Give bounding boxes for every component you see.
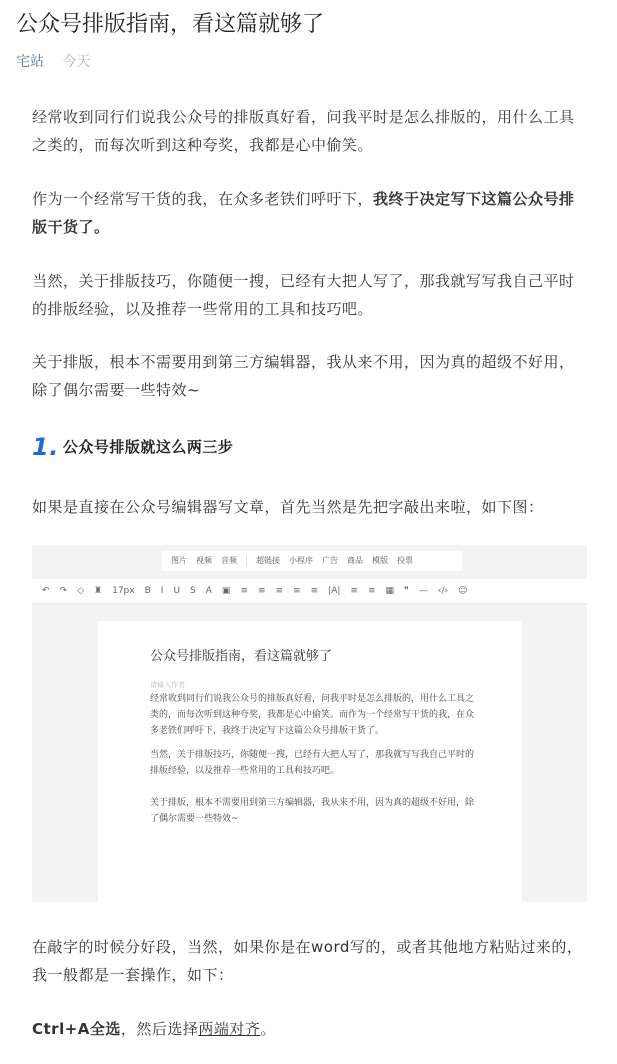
insert-ad-item: 广告: [322, 556, 338, 565]
table-icon: ▦: [385, 586, 395, 596]
insert-vote-item: 投票: [397, 556, 413, 565]
format-painter-icon: ♜: [94, 586, 103, 596]
paragraph-text: 作为一个经常写干货的我，在众多老铁们呼吁下，: [32, 190, 374, 208]
insert-image-item: 图片: [171, 556, 187, 565]
paragraph: [32, 1015, 276, 1043]
underline-icon: U: [173, 586, 181, 596]
undo-icon: ↶: [42, 586, 50, 596]
redo-icon: ↷: [59, 586, 68, 596]
paragraph: 如果是直接在公众号编辑器写文章，首先当然是先把字敲出来啦，如下图：: [32, 498, 544, 516]
insert-link-item: 超链接: [256, 556, 280, 565]
author-link[interactable]: 宅站: [16, 54, 44, 70]
insert-audio-item: 音频: [221, 556, 237, 565]
paragraph: 在敲字的时候分好段，当然，如果你是在word写的，或者其他地方粘贴过来的，我一般都是一套操作，如下：: [32, 938, 583, 984]
line-height-icon: ≡: [310, 586, 319, 596]
emoji-icon: ☺: [458, 586, 468, 596]
editor-page: [98, 621, 522, 902]
justify-icon: ≡: [293, 586, 301, 596]
insert-product-item: 商品: [347, 556, 363, 565]
editor-insert-bar: [162, 551, 462, 571]
editor-format-toolbar: [32, 579, 587, 604]
editor-screenshot-image: [32, 545, 587, 902]
quote-icon: ❞: [404, 586, 409, 596]
divider-line-icon: —: [418, 586, 428, 596]
bold-icon: B: [144, 586, 151, 596]
font-color-icon: A: [205, 586, 212, 596]
insert-template-item: 模版: [372, 556, 388, 565]
code-icon: ‹/›: [437, 586, 449, 596]
italic-icon: I: [160, 586, 164, 596]
paragraph: 关于排版，根本不需要用到第三方编辑器，我从来不用，因为真的超级不好用，除了偶尔需要一些特效~: [32, 353, 575, 399]
paragraph-text: 。: [260, 1020, 276, 1038]
article-meta: [16, 52, 90, 72]
editor-paragraph: 当然，关于排版技巧，你随便一搜，已经有大把人写了，那我就写写我自己平时的排版经验，以及推荐一些常用的工具和技巧吧。: [150, 750, 475, 776]
align-center-icon: ≡: [257, 586, 266, 596]
paragraph: 当然，关于排版技巧，你随便一搜，已经有大把人写了，那我就写写我自己平时的排版经验，以及推荐一些常用的工具和技巧吧。: [32, 272, 575, 318]
editor-paragraph: 经常收到同行们说我公众号的排版真好看，问我平时是怎么排版的，用什么工具之类的，而每次听到这种夸奖，我都是心中偷笑。而作为一个经常写干货的我，在众多老铁们呼吁下，我终于决定写下这篇公众号排版干货了。: [150, 694, 475, 736]
paragraph: 经常收到同行们说我公众号的排版真好看，问我平时是怎么排版的，用什么工具之类的，而每次听到这种夸奖，我都是心中偷笑。: [32, 108, 575, 154]
paragraph-text: ，然后选择: [120, 1020, 199, 1038]
indent-icon: ≡: [367, 586, 376, 596]
editor-title: 公众号排版指南，看这篇就够了: [150, 649, 333, 664]
section-number: 1.: [32, 433, 59, 461]
background-color-icon: ▣: [221, 586, 231, 596]
letter-spacing-icon: |A|: [328, 586, 341, 596]
insert-video-item: 视频: [196, 556, 212, 565]
font-size-select: 17px: [112, 586, 135, 596]
list-icon: ≡: [350, 586, 358, 596]
align-left-icon: ≡: [240, 586, 248, 596]
editor-author-placeholder: 请输入作者: [150, 681, 185, 689]
publish-date: 今天: [62, 54, 91, 70]
divider: [246, 556, 247, 566]
strikethrough-icon: S: [190, 586, 196, 596]
eraser-icon: ◇: [77, 586, 85, 596]
section-heading: [32, 429, 233, 465]
editor-paragraph: 关于排版，根本不需要用到第三方编辑器，我从来不用，因为真的超级不好用，除了偶尔需要一些特效~: [150, 798, 475, 824]
paragraph-bold-text: 我终于决定写下这篇公众号排版干货了。: [32, 190, 575, 236]
shortcut-text: Ctrl+A全选: [32, 1020, 121, 1038]
section-title: 公众号排版就这么两三步: [62, 438, 234, 456]
align-right-icon: ≡: [275, 586, 284, 596]
paragraph: [32, 185, 587, 241]
article-title: 公众号排版指南，看这篇就够了: [16, 12, 325, 37]
justify-option-text: 两端对齐: [198, 1020, 261, 1038]
insert-miniprogram-item: 小程序: [289, 556, 313, 565]
